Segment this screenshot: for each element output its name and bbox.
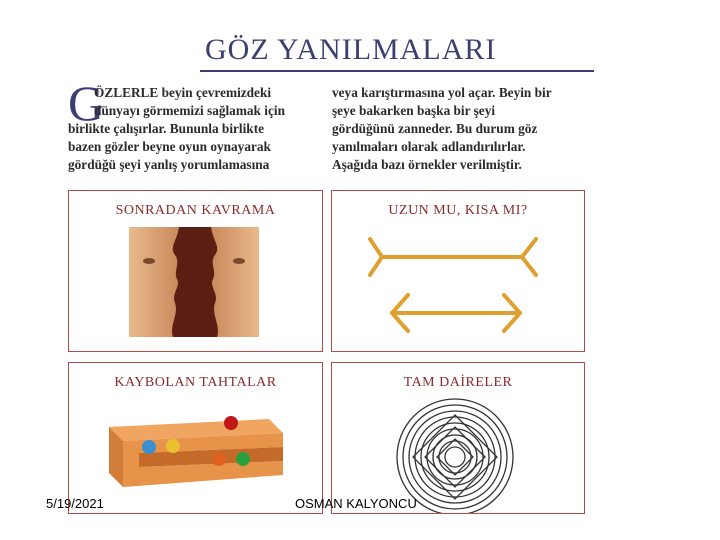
footer-author: OSMAN KALYONCU — [295, 496, 417, 511]
intro-right-line: şeye bakarken başka bir şeyi — [332, 103, 496, 118]
panel-title: SONRADAN KAVRAMA — [115, 203, 276, 218]
intro-text-right — [332, 84, 587, 174]
slide-title: GÖZ YANILMALARI — [205, 33, 497, 66]
intro-left-line: birlikte çalışırlar. Bununla birlikte — [68, 121, 265, 136]
intro-right-line: gördüğünü zanneder. Bu durum göz — [332, 121, 538, 136]
footer-date: 5/19/2021 — [46, 496, 104, 511]
intro-left-line: ÖZLERLE beyin çevremizdeki — [94, 85, 272, 100]
panel-uzun-mu-kisa-mi — [331, 190, 585, 352]
intro-text-left — [68, 84, 318, 174]
faces-vase-illusion-image — [69, 191, 322, 351]
intro-right-line: veya karıştırmasına yol açar. Beyin bir — [332, 85, 552, 100]
muller-lyer-illusion-image — [332, 191, 584, 351]
intro-right-line: yanılmaları olarak adlandırılırlar. — [332, 139, 526, 154]
intro-left-line: bazen gözler beyne oyun oynayarak — [68, 139, 271, 154]
drop-cap: G — [68, 75, 105, 131]
intro-left-line: dünyayı görmemizi sağlamak için — [94, 103, 285, 118]
concentric-circles-illusion-image — [332, 363, 584, 513]
panel-title: UZUN MU, KISA MI? — [388, 203, 528, 218]
title-underline — [200, 70, 594, 72]
impossible-boards-image — [69, 363, 322, 513]
panel-title: TAM DAİRELER — [403, 375, 513, 390]
panel-kaybolan-tahtalar — [68, 362, 323, 514]
intro-left-line: gördüğü şeyi yanlış yorumlamasına — [68, 157, 270, 172]
panel-title: KAYBOLAN TAHTALAR — [114, 375, 277, 390]
panel-sonradan-kavrama — [68, 190, 323, 352]
panel-tam-daireler — [331, 362, 585, 514]
intro-right-line: Aşağıda bazı örnekler verilmiştir. — [332, 157, 522, 172]
